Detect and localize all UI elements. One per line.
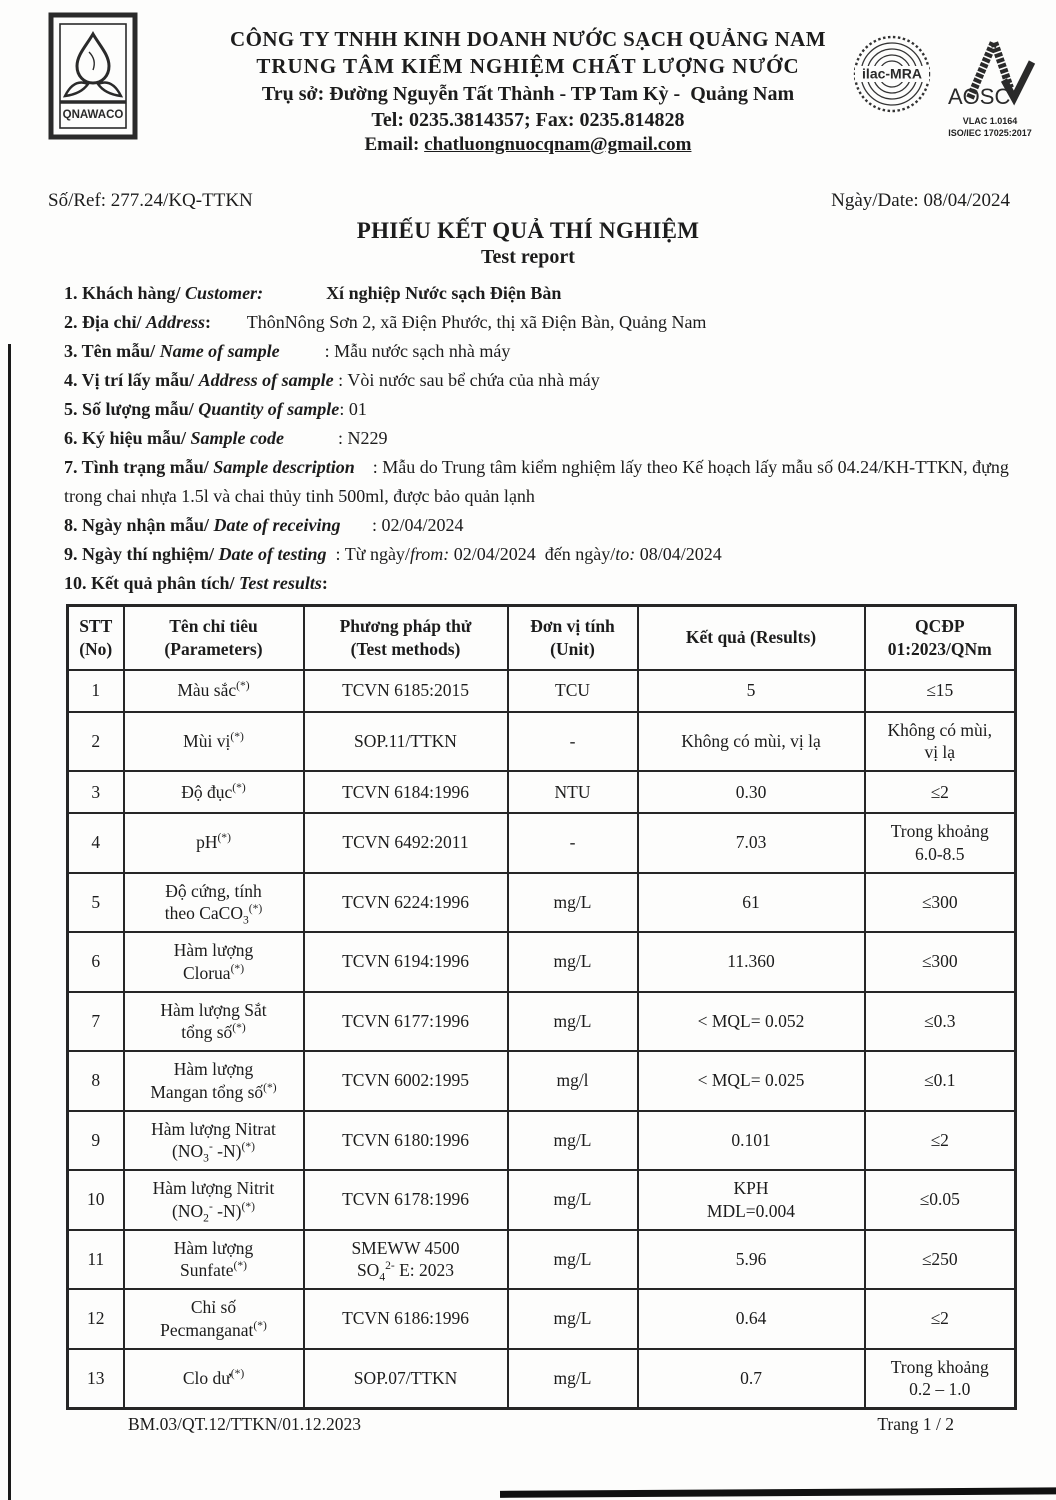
- cell-parameter: Độ đục(*): [124, 771, 304, 813]
- cell-parameter: Hàm lượng Sunfate(*): [124, 1230, 304, 1290]
- cell-parameter: pH(*): [124, 813, 304, 873]
- cell-result: 5.96: [638, 1230, 865, 1290]
- cell-parameter: Hàm lượng Clorua(*): [124, 932, 304, 992]
- info-item-date-receiving: 8. Ngày nhận mẫu/ Date of receiving : 02/04/2024: [64, 515, 464, 535]
- page-title: PHIẾU KẾT QUẢ THÍ NGHIỆM: [356, 218, 700, 243]
- cell-unit: mg/L: [508, 1230, 638, 1290]
- cell-limit: ≤2: [865, 771, 1016, 813]
- info-item-address: 2. Địa chỉ/ Address: ThônNông Sơn 2, xã Điện Phước, thị xã Điện Bàn, Quảng Nam: [64, 312, 707, 332]
- cell-method: TCVN 6492:2011: [304, 813, 508, 873]
- sample-info-list: [64, 279, 1016, 598]
- cell-parameter: Hàm lượng Mangan tổng số(*): [124, 1051, 304, 1111]
- header-no: STT (No): [68, 606, 124, 670]
- header-parameters: Tên chỉ tiêu (Parameters): [124, 606, 304, 670]
- cell-parameter: Hàm lượng Nitrit ($NO_2^-$ -N)(*): [124, 1170, 304, 1230]
- email-link: chatluongnuocqnam@gmail.com: [424, 133, 692, 155]
- table-row: [68, 813, 1016, 873]
- info-item-sample-code: 6. Ký hiệu mẫu/ Sample code : N229: [64, 428, 388, 448]
- qnawaco-logo-icon: [48, 12, 138, 140]
- cell-limit: ≤2: [865, 1111, 1016, 1171]
- cell-no: 11: [68, 1230, 124, 1290]
- cell-result: < MQL= 0.025: [638, 1051, 865, 1111]
- cell-limit: ≤250: [865, 1230, 1016, 1290]
- cell-unit: -: [508, 813, 638, 873]
- info-item-sample-description: 7. Tình trạng mẫu/ Sample description : Mẫu do Trung tâm kiểm nghiệm lấy theo Kế hoạch lấy mẫu số 04.24/KH-TTKN, đựng trong chai nhựa 1.5l và chai thủy tinh 500ml, được bảo quản lạnh: [64, 457, 1014, 506]
- company-tel-fax: Tel: 0235.3814357; Fax: 0235.814828: [371, 108, 685, 131]
- table-row: [68, 771, 1016, 813]
- info-item-date-testing: 9. Ngày thí nghiệm/ Date of testing : Từ ngày/from: 02/04/2024 đến ngày/to: 08/04/2024: [64, 544, 722, 564]
- cell-method: TCVN 6184:1996: [304, 771, 508, 813]
- scan-artifact-left-line: [8, 344, 11, 1500]
- cell-no: 6: [68, 932, 124, 992]
- email-label: Email:: [364, 133, 425, 155]
- cell-limit: ≤15: [865, 670, 1016, 712]
- info-item-sample-name: 3. Tên mẫu/ Name of sample : Mẫu nước sạch nhà máy: [64, 341, 511, 361]
- table-row: [68, 873, 1016, 933]
- aosc-logo-icon: [942, 32, 1038, 139]
- cell-method: TCVN 6224:1996: [304, 873, 508, 933]
- cell-limit: Không có mùi, vị lạ: [865, 712, 1016, 772]
- company-name: CÔNG TY TNHH KINH DOANH NƯỚC SẠCH QUẢNG NAM: [230, 27, 826, 51]
- company-address: Trụ sở: Đường Nguyễn Tất Thành - TP Tam Kỳ - Quảng Nam: [261, 82, 795, 105]
- ref-date-line: [48, 190, 1010, 212]
- report-header: [0, 0, 1056, 176]
- cell-method: TCVN 6177:1996: [304, 992, 508, 1052]
- cell-limit: Trong khoảng 0.2 – 1.0: [865, 1349, 1016, 1409]
- cell-method: TCVN 6178:1996: [304, 1170, 508, 1230]
- cell-no: 5: [68, 873, 124, 933]
- report-date: Ngày/Date: 08/04/2024: [831, 190, 1010, 211]
- cell-unit: mg/L: [508, 992, 638, 1052]
- cell-result: 0.30: [638, 771, 865, 813]
- qnawaco-logo-label: QNAWACO: [62, 109, 124, 121]
- cell-unit: mg/L: [508, 1349, 638, 1409]
- table-row: [68, 1289, 1016, 1349]
- company-email-line: [198, 133, 858, 158]
- table-row: [68, 1051, 1016, 1111]
- cell-method: TCVN 6194:1996: [304, 932, 508, 992]
- cell-limit: ≤300: [865, 932, 1016, 992]
- cell-limit: Trong khoảng 6.0-8.5: [865, 813, 1016, 873]
- cell-parameter: Hàm lượng Nitrat ($NO_3^-$ -N)(*): [124, 1111, 304, 1171]
- aosc-logo-label: AOSC: [948, 84, 1011, 109]
- cell-no: 4: [68, 813, 124, 873]
- cell-no: 10: [68, 1170, 124, 1230]
- cell-limit: ≤0.3: [865, 992, 1016, 1052]
- scan-artifact-bottom-bar: [500, 1487, 1056, 1498]
- cell-unit: mg/L: [508, 932, 638, 992]
- ilac-mra-logo-label: ilac-MRA: [862, 65, 922, 82]
- header-unit: Đơn vị tính (Unit): [508, 606, 638, 670]
- cell-parameter: Màu sắc(*): [124, 670, 304, 712]
- ilac-mra-logo-icon: [852, 34, 932, 119]
- table-row: [68, 1170, 1016, 1230]
- cell-parameter: Clo dư(*): [124, 1349, 304, 1409]
- cell-result: 61: [638, 873, 865, 933]
- table-header-row: [68, 606, 1016, 670]
- cell-limit: ≤300: [865, 873, 1016, 933]
- cell-parameter: Độ cứng, tính theo CaCO$_3$(*): [124, 873, 304, 933]
- cell-method: TCVN 6002:1995: [304, 1051, 508, 1111]
- info-item-customer: 1. Khách hàng/ Customer: Xí nghiệp Nước sạch Điện Bàn: [64, 283, 562, 303]
- cell-unit: NTU: [508, 771, 638, 813]
- cell-result: KPH MDL=0.004: [638, 1170, 865, 1230]
- cell-no: 8: [68, 1051, 124, 1111]
- cell-unit: mg/L: [508, 1170, 638, 1230]
- cell-result: Không có mùi, vị lạ: [638, 712, 865, 772]
- page-subtitle: Test report: [481, 246, 575, 268]
- header-results: Kết quả (Results): [638, 606, 865, 670]
- page-footer: [128, 1414, 954, 1435]
- cell-unit: mg/L: [508, 1111, 638, 1171]
- cell-method: TCVN 6186:1996: [304, 1289, 508, 1349]
- table-row: [68, 712, 1016, 772]
- info-item-test-results-heading: 10. Kết quả phân tích/ Test results:: [64, 573, 328, 593]
- footer-page-number: Trang 1 / 2: [877, 1414, 954, 1434]
- cell-no: 2: [68, 712, 124, 772]
- results-table-body: [68, 670, 1016, 1409]
- cell-parameter: Chỉ số Pecmanganat(*): [124, 1289, 304, 1349]
- footer-form-code: BM.03/QT.12/TTKN/01.12.2023: [128, 1414, 362, 1434]
- table-row: [68, 932, 1016, 992]
- cell-limit: ≤2: [865, 1289, 1016, 1349]
- cell-result: 0.7: [638, 1349, 865, 1409]
- table-row: [68, 1230, 1016, 1290]
- cell-method: SOP.11/TTKN: [304, 712, 508, 772]
- cell-method: TCVN 6185:2015: [304, 670, 508, 712]
- cell-unit: mg/L: [508, 873, 638, 933]
- info-item-sample-quantity: 5. Số lượng mẫu/ Quantity of sample: 01: [64, 399, 367, 419]
- header-test-methods: Phương pháp thử (Test methods): [304, 606, 508, 670]
- cell-method: SOP.07/TTKN: [304, 1349, 508, 1409]
- cell-parameter: Hàm lượng Sắt tổng số(*): [124, 992, 304, 1052]
- cell-unit: TCU: [508, 670, 638, 712]
- cell-unit: -: [508, 712, 638, 772]
- cell-result: 0.64: [638, 1289, 865, 1349]
- cell-no: 3: [68, 771, 124, 813]
- cell-unit: mg/L: [508, 1289, 638, 1349]
- cell-result: 5: [638, 670, 865, 712]
- cell-no: 7: [68, 992, 124, 1052]
- table-row: [68, 992, 1016, 1052]
- cell-result: < MQL= 0.052: [638, 992, 865, 1052]
- cell-no: 12: [68, 1289, 124, 1349]
- cell-method: TCVN 6180:1996: [304, 1111, 508, 1171]
- cell-result: 7.03: [638, 813, 865, 873]
- ref-number: Số/Ref: 277.24/KQ-TTKN: [48, 190, 253, 211]
- table-row: [68, 1111, 1016, 1171]
- cell-limit: ≤0.05: [865, 1170, 1016, 1230]
- center-name: TRUNG TÂM KIỂM NGHIỆM CHẤT LƯỢNG NƯỚC: [256, 54, 800, 79]
- cell-no: 9: [68, 1111, 124, 1171]
- cell-unit: mg/l: [508, 1051, 638, 1111]
- header-limit: QCĐP 01:2023/QNm: [865, 606, 1016, 670]
- info-item-sample-location: 4. Vị trí lấy mẫu/ Address of sample : Vòi nước sau bể chứa của nhà máy: [64, 370, 600, 390]
- table-row: [68, 670, 1016, 712]
- company-header-block: [198, 0, 858, 157]
- cell-no: 1: [68, 670, 124, 712]
- results-table: [66, 604, 1017, 1410]
- accreditation-logos: [852, 34, 1038, 139]
- cell-result: 0.101: [638, 1111, 865, 1171]
- cell-method: SMEWW 4500 $SO_4^{2-}$ E: 2023: [304, 1230, 508, 1290]
- cell-limit: ≤0.1: [865, 1051, 1016, 1111]
- table-row: [68, 1349, 1016, 1409]
- cell-result: 11.360: [638, 932, 865, 992]
- aosc-iso-code: ISO/IEC 17025:2017: [948, 128, 1032, 139]
- cell-parameter: Mùi vị(*): [124, 712, 304, 772]
- aosc-vlac-code: VLAC 1.0164: [962, 116, 1018, 126]
- cell-no: 13: [68, 1349, 124, 1409]
